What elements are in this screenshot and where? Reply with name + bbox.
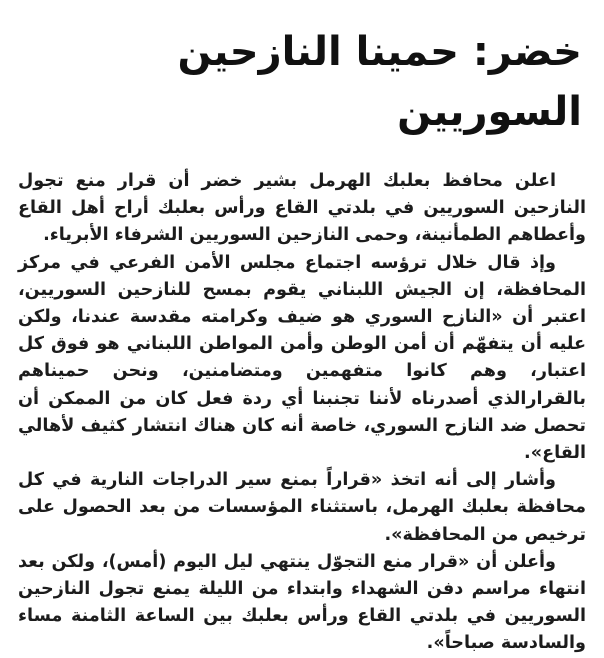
article-paragraph-4: وأعلن أن «قرار منع التجوّل ينتهي ليل اليوم (أمس)، ولكن بعد انتهاء مراسم دفن الشهداء وابتداء من الليلة يمنع تجول النازحين السوريين في بلدتي القاع ورأس بعلبك بين الساعة الثامنة مساء والسادسة صباحاً». xyxy=(18,551,586,654)
article-body xyxy=(14,168,590,658)
article-paragraph-2: وإذ قال خلال ترؤسه اجتماع مجلس الأمن الفرعي في مركز المحافظة، إن الجيش اللبناني يقوم بمسح للنازحين السوريين، اعتبر أن «النازح السوري هو ضيف وكرامته مقدسة عندنا، ولكن عليه أن يتفهّم أن أمن الوطن وأمن المواطن اللبناني هو فوق كل اعتبار، وهم كانوا متفهمين ومتضامنين، ونحن حميناهم بالقرارالذي أصدرناه لأننا تجنبنا أي ردة فعل كان من الممكن أن تحصل ضد النازح السوري، خاصة أنه كان هناك انتشار كثيف لأهالي القاع». xyxy=(18,252,586,464)
article-paragraph-1: اعلن محافظ بعلبك الهرمل بشير خضر أن قرار منع تجول النازحين السوريين في بلدتي القاع ورأس بعلبك أراح أهل القاع وأعطاهم الطمأنينة، وحمى النازحين السوريين الشرفاء الأبرياء. xyxy=(18,171,586,246)
article-headline: خضر: حمينا النازحين السوريين xyxy=(177,29,582,135)
article-paragraph-3: وأشار إلى أنه اتخذ «قراراً بمنع سير الدراجات النارية في كل محافظة بعلبك الهرمل، باستثناء المؤسسات من بعد الحصول على ترخيص من المحافظة». xyxy=(18,470,586,545)
